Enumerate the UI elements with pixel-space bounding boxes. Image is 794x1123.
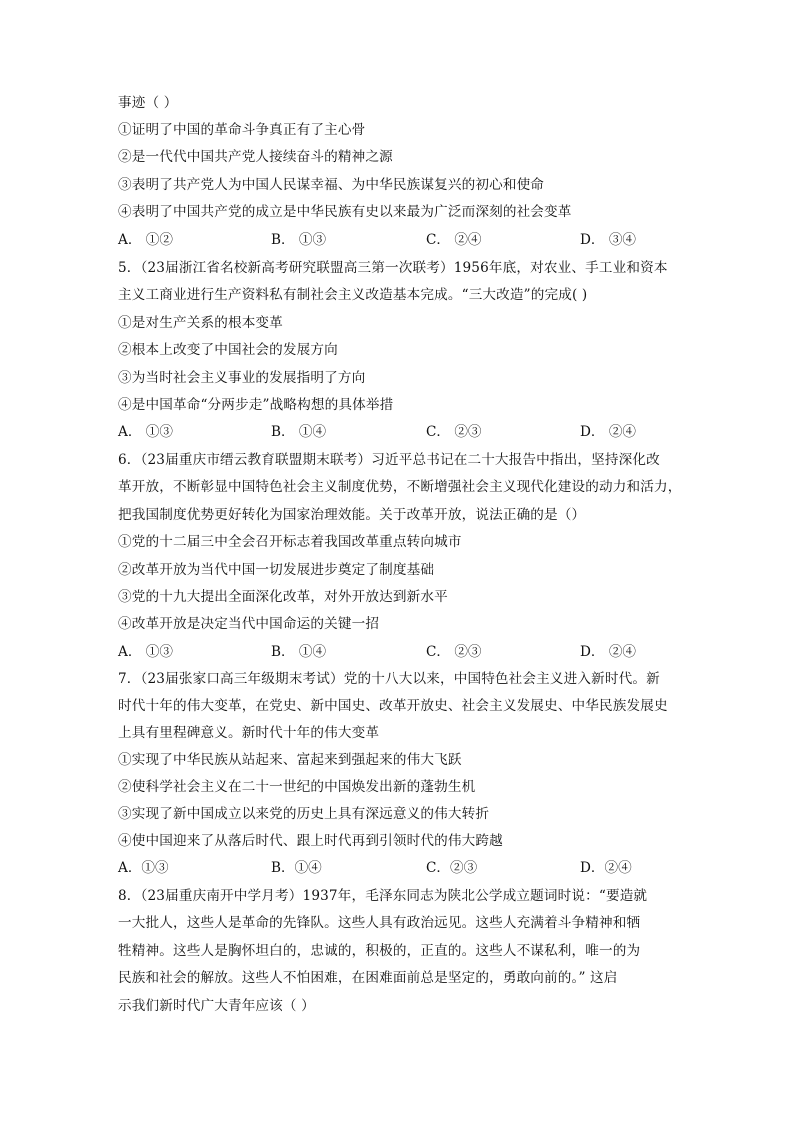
q4-statement-2: ②是一代代中国共产党人接续奋斗的精神之源: [118, 149, 393, 165]
q5-options: [118, 423, 678, 441]
question-7-stem: 上具有里程碑意义。新时代十年的伟大变革: [118, 725, 380, 741]
option-b[interactable]: B． ①④: [271, 644, 327, 660]
q7-options: [118, 859, 678, 877]
option-d[interactable]: D． ②④: [580, 644, 637, 660]
option-b[interactable]: B． ①③: [271, 232, 327, 248]
option-c[interactable]: C． ②③: [426, 644, 482, 660]
option-d[interactable]: D．②④: [580, 860, 632, 876]
q7-statement-3: ③实现了新中国成立以来党的历史上具有深远意义的伟大转折: [118, 806, 490, 822]
q6-options: [118, 643, 678, 661]
option-a[interactable]: A． ①③: [118, 644, 173, 660]
q7-statement-1: ①实现了中华民族从站起来、富起来到强起来的伟大飞跃: [118, 752, 462, 768]
q5-statement-2: ②根本上改变了中国社会的发展方向: [118, 342, 338, 358]
q6-statement-1: ①党的十二届三中全会召开标志着我国改革重点转向城市: [118, 534, 462, 550]
question-8-stem: 民族和社会的解放。这些人不怕困难，在困难面前总是坚定的，勇敢向前的。” 这启: [118, 970, 618, 986]
question-7-stem: 7．（23届张家口高三年级期末考试）党的十八大以来，中国特色社会主义进入新时代。新: [118, 671, 660, 687]
q4-statement-4: ④表明了中国共产党的成立是中华民族有史以来最为广泛而深刻的社会变革: [118, 204, 572, 220]
q5-statement-4: ④是中国革命“分两步走”战略构想的具体举措: [118, 397, 394, 413]
q4-options: [118, 231, 678, 249]
q7-statement-4: ④使中国迎来了从落后时代、跟上时代再到引领时代的伟大跨越: [118, 833, 503, 849]
option-c[interactable]: C．②③: [426, 860, 478, 876]
question-5-stem: 5．（23届浙江省名校新高考研究联盟高三第一次联考）1956年底，对农业、手工业和资本: [118, 260, 668, 276]
question-6-stem: 6．（23届重庆市缙云教育联盟期末联考）习近平总书记在二十大报告中指出，坚持深化改: [118, 452, 660, 468]
question-8-stem: 示我们新时代广大青年应该（ ）: [118, 998, 315, 1014]
option-a[interactable]: A． ①③: [118, 424, 173, 440]
question-8-stem: 一大批人，这些人是革命的先锋队。这些人具有政治远见。这些人充满着斗争精神和牺: [118, 915, 641, 931]
q6-statement-2: ②改革开放为当代中国一切发展进步奠定了制度基础: [118, 562, 435, 578]
option-d[interactable]: D． ③④: [580, 232, 637, 248]
q4-statement-3: ③表明了共产党人为中国人民谋幸福、为中华民族谋复兴的初心和使命: [118, 177, 545, 193]
option-a[interactable]: A．①③: [118, 860, 169, 876]
question-7-stem: 时代十年的伟大变革，在党史、新中国史、改革开放史、社会主义发展史、中华民族发展史: [118, 698, 668, 714]
question-8-stem: 牲精神。这些人是胸怀坦白的，忠诚的，积极的，正直的。这些人不谋私利，唯一的为: [118, 943, 641, 959]
option-b[interactable]: B．①④: [271, 860, 322, 876]
option-c[interactable]: C． ②③: [426, 424, 482, 440]
q6-statement-3: ③党的十九大提出全面深化改革，对外开放达到新水平: [118, 589, 448, 605]
option-c[interactable]: C． ②④: [426, 232, 482, 248]
option-b[interactable]: B． ①④: [271, 424, 327, 440]
q4-statement-1: ①证明了中国的革命斗争真正有了主心骨: [118, 122, 366, 138]
question-5-stem: 主义工商业进行生产资料私有制社会主义改造基本完成。“三大改造”的完成( ): [118, 287, 588, 303]
q5-statement-3: ③为当时社会主义事业的发展指明了方向: [118, 370, 366, 386]
question-8-stem: 8．（23届重庆南开中学月考）1937年，毛泽东同志为陕北公学成立题词时说：“要造就: [118, 888, 648, 904]
q7-statement-2: ②使科学社会主义在二十一世纪的中国焕发出新的蓬勃生机: [118, 779, 476, 795]
option-d[interactable]: D． ②④: [580, 424, 637, 440]
option-a[interactable]: A． ①②: [118, 232, 173, 248]
question-6-stem: 把我国制度优势更好转化为国家治理效能。关于改革开放，说法正确的是（）: [118, 507, 586, 523]
q5-statement-1: ①是对生产关系的根本变革: [118, 315, 283, 331]
q6-statement-4: ④改革开放是决定当代中国命运的关键一招: [118, 616, 380, 632]
question-4-stem-end: 事迹（ ）: [118, 95, 178, 111]
question-6-stem: 革开放，不断彰显中国特色社会主义制度优势，不断增强社会主义现代化建设的动力和活力，: [118, 479, 682, 495]
